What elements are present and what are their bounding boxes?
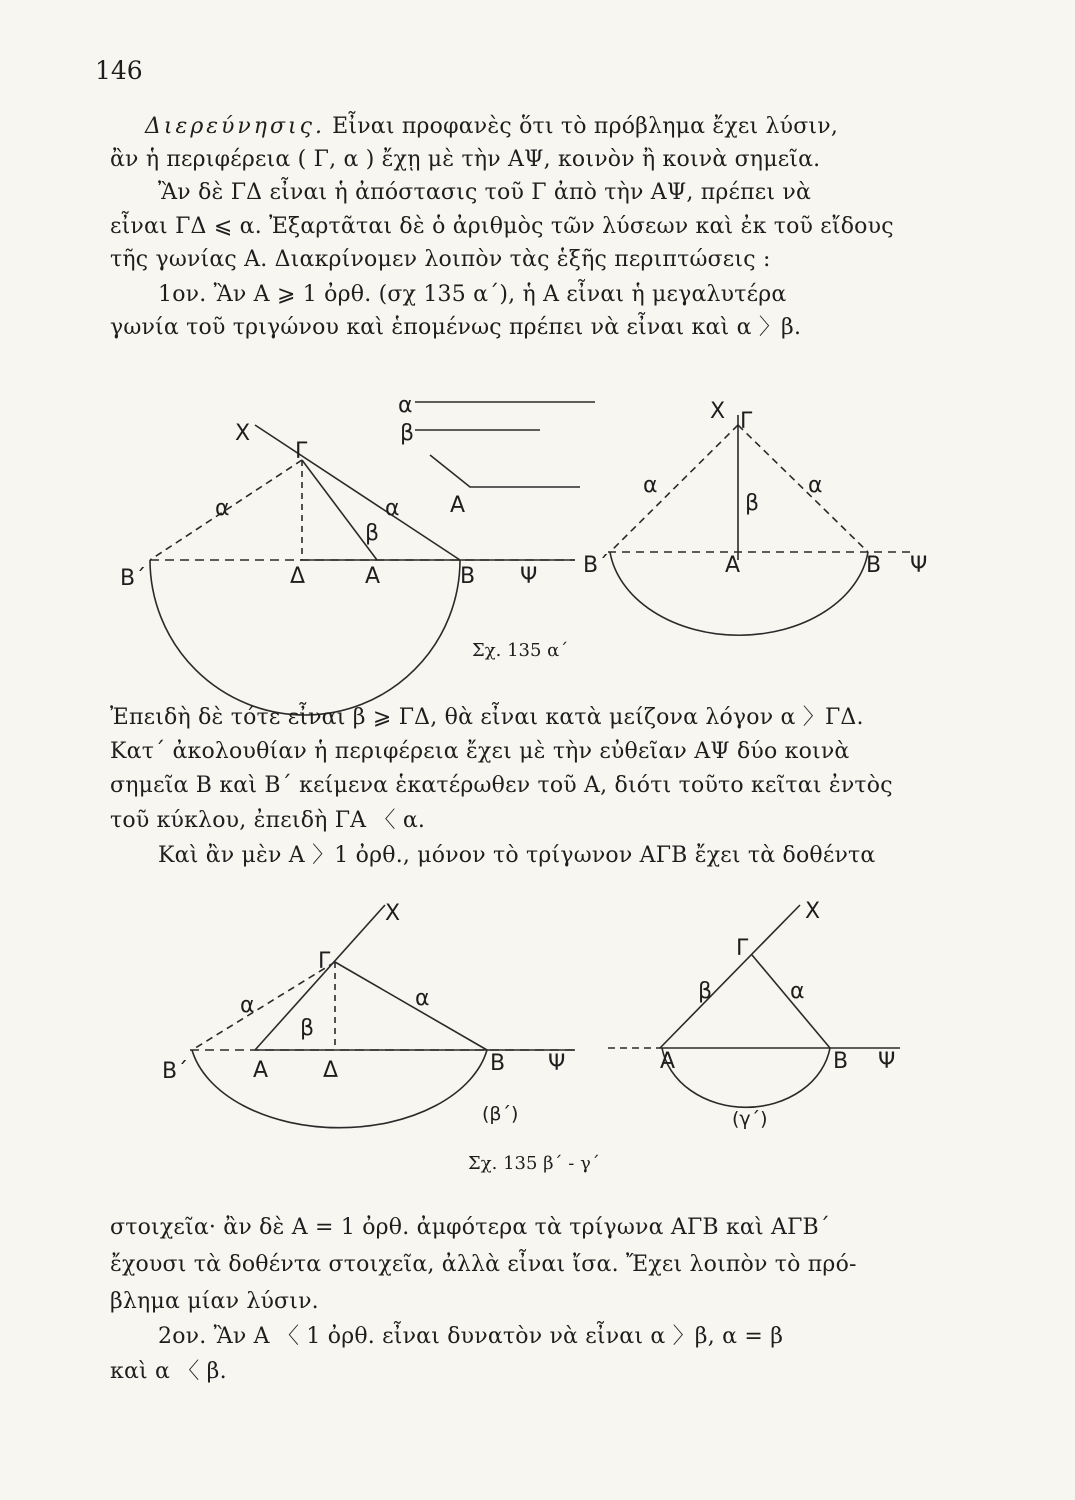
text-span: Εἶναι προφανὲς ὅτι τὸ πρόβλημα ἔχει λύσιν, xyxy=(324,114,839,139)
label: Γ xyxy=(295,439,308,464)
label: Δ xyxy=(323,1058,339,1083)
label: α xyxy=(790,979,805,1004)
text-line: Καὶ ἂν μὲν Α 〉1 ὀρθ., μόνον τὸ τρίγωνον ΑΓΒ ἔχει τὰ δοθέντα xyxy=(158,843,876,868)
text-line: ἔχουσι τὰ δοθέντα στοιχεῖα, ἀλλὰ εἶναι ἴσα. Ἔχει λοιπὸν τὸ πρό- xyxy=(110,1252,857,1277)
label: A xyxy=(660,1049,676,1074)
text-line: ἂν ἡ περιφέρεια ( Γ, α ) ἔχῃ μὲ τὴν ΑΨ, κοινὸν ἢ κοινὰ σημεῖα. xyxy=(110,147,821,172)
label: B xyxy=(866,553,882,578)
label: β xyxy=(365,521,380,546)
arc-right xyxy=(662,1048,830,1107)
label: A xyxy=(365,564,381,589)
label: A xyxy=(253,1058,269,1083)
figure-caption: Σχ. 135 β΄ - γ΄ xyxy=(468,1153,600,1174)
text-line: Ἂν δὲ ΓΔ εἶναι ἡ ἀπόστασις τοῦ Γ ἀπὸ τὴν ΑΨ, πρέπει νὰ xyxy=(158,180,812,205)
label: B xyxy=(833,1049,849,1074)
text-line: γωνία τοῦ τριγώνου καὶ ἑπομένως πρέπει νὰ εἶναι καὶ α 〉β. xyxy=(110,315,802,340)
figure-caption: Σχ. 135 α΄ xyxy=(472,640,569,661)
text-line: 2ον. Ἂν Α 〈 1 ὀρθ. εἶναι δυνατὸν νὰ εἶναι α 〉β, α = β xyxy=(158,1324,784,1349)
seg-right-GB xyxy=(738,425,868,552)
section-heading: Διερεύνησις. xyxy=(145,114,325,139)
label: Γ xyxy=(318,949,331,974)
seg-right-GBp xyxy=(610,425,738,552)
text-line: Ἐπειδὴ δὲ τότε εἶναι β ⩾ ΓΔ, θὰ εἶναι κατὰ μείζονα λόγον α 〉ΓΔ. xyxy=(110,705,864,730)
arc-left xyxy=(192,1050,487,1128)
text-line: σημεῖα Β καὶ Β΄ κείμενα ἑκατέρωθεν τοῦ Α, διότι τοῦτο κεῖται ἐντὸς xyxy=(110,773,893,798)
label: α xyxy=(385,496,400,521)
label: α xyxy=(398,393,413,418)
label: B΄ xyxy=(120,566,147,591)
text-line: καὶ α 〈 β. xyxy=(110,1359,227,1384)
figure-135bg xyxy=(0,880,1075,1190)
label: Γ xyxy=(736,936,749,961)
label: Ψ xyxy=(548,1051,566,1076)
label: β xyxy=(698,979,713,1004)
label: B΄ xyxy=(583,553,610,578)
seg-GB xyxy=(335,962,487,1050)
text-line: Κατ΄ ἀκολουθίαν ἡ περιφέρεια ἔχει μὲ τὴν εὐθεῖαν ΑΨ δύο κοινὰ xyxy=(110,739,850,764)
label: (γ΄) xyxy=(732,1108,768,1130)
label: α xyxy=(215,496,230,521)
label: Ψ xyxy=(878,1049,896,1074)
label: β xyxy=(745,491,760,516)
label: X xyxy=(385,901,401,926)
label: Γ xyxy=(740,409,753,434)
ray-right-AX xyxy=(660,905,800,1048)
label: α xyxy=(415,986,430,1011)
figure-135a xyxy=(0,380,1075,680)
text-line: τοῦ κύκλου, ἐπειδὴ ΓΑ 〈 α. xyxy=(110,808,426,833)
label: X xyxy=(805,899,821,924)
label: β xyxy=(300,1016,315,1041)
text-line: τῆς γωνίας Α. Διακρίνομεν λοιπὸν τὰς ἑξῆς περιπτώσεις : xyxy=(110,247,771,272)
ray-AX xyxy=(255,905,385,1050)
label: B xyxy=(460,564,476,589)
label: B΄ xyxy=(162,1059,189,1084)
text-line: βλημα μίαν λύσιν. xyxy=(110,1289,319,1314)
text-line: 1ον. Ἂν Α ⩾ 1 ὀρθ. (σχ 135 α΄), ἡ Α εἶναι ἡ μεγαλυτέρα xyxy=(158,282,787,307)
label: α xyxy=(643,473,658,498)
label: A xyxy=(450,493,466,518)
label: Ψ xyxy=(520,564,538,589)
label: Δ xyxy=(290,564,306,589)
label: β xyxy=(400,421,415,446)
angle-A xyxy=(430,455,580,487)
page-number: 146 xyxy=(95,56,143,85)
label: X xyxy=(710,399,726,424)
label: X xyxy=(235,421,251,446)
text-line: στοιχεῖα· ἂν δὲ Α = 1 ὀρθ. ἀμφότερα τὰ τρίγωνα ΑΓΒ καὶ ΑΓΒ΄ xyxy=(110,1215,831,1240)
label: Ψ xyxy=(910,553,928,578)
text-line: εἶναι ΓΔ ⩽ α. Ἐξαρτᾶται δὲ ὁ ἀριθμὸς τῶν λύσεων καὶ ἐκ τοῦ εἴδους xyxy=(110,214,894,239)
label: α xyxy=(808,473,823,498)
text-line xyxy=(145,112,995,142)
label: α xyxy=(240,993,255,1018)
label: B xyxy=(490,1051,506,1076)
label: A xyxy=(725,553,741,578)
label: (β΄) xyxy=(482,1103,519,1125)
ray-AX xyxy=(255,425,460,560)
